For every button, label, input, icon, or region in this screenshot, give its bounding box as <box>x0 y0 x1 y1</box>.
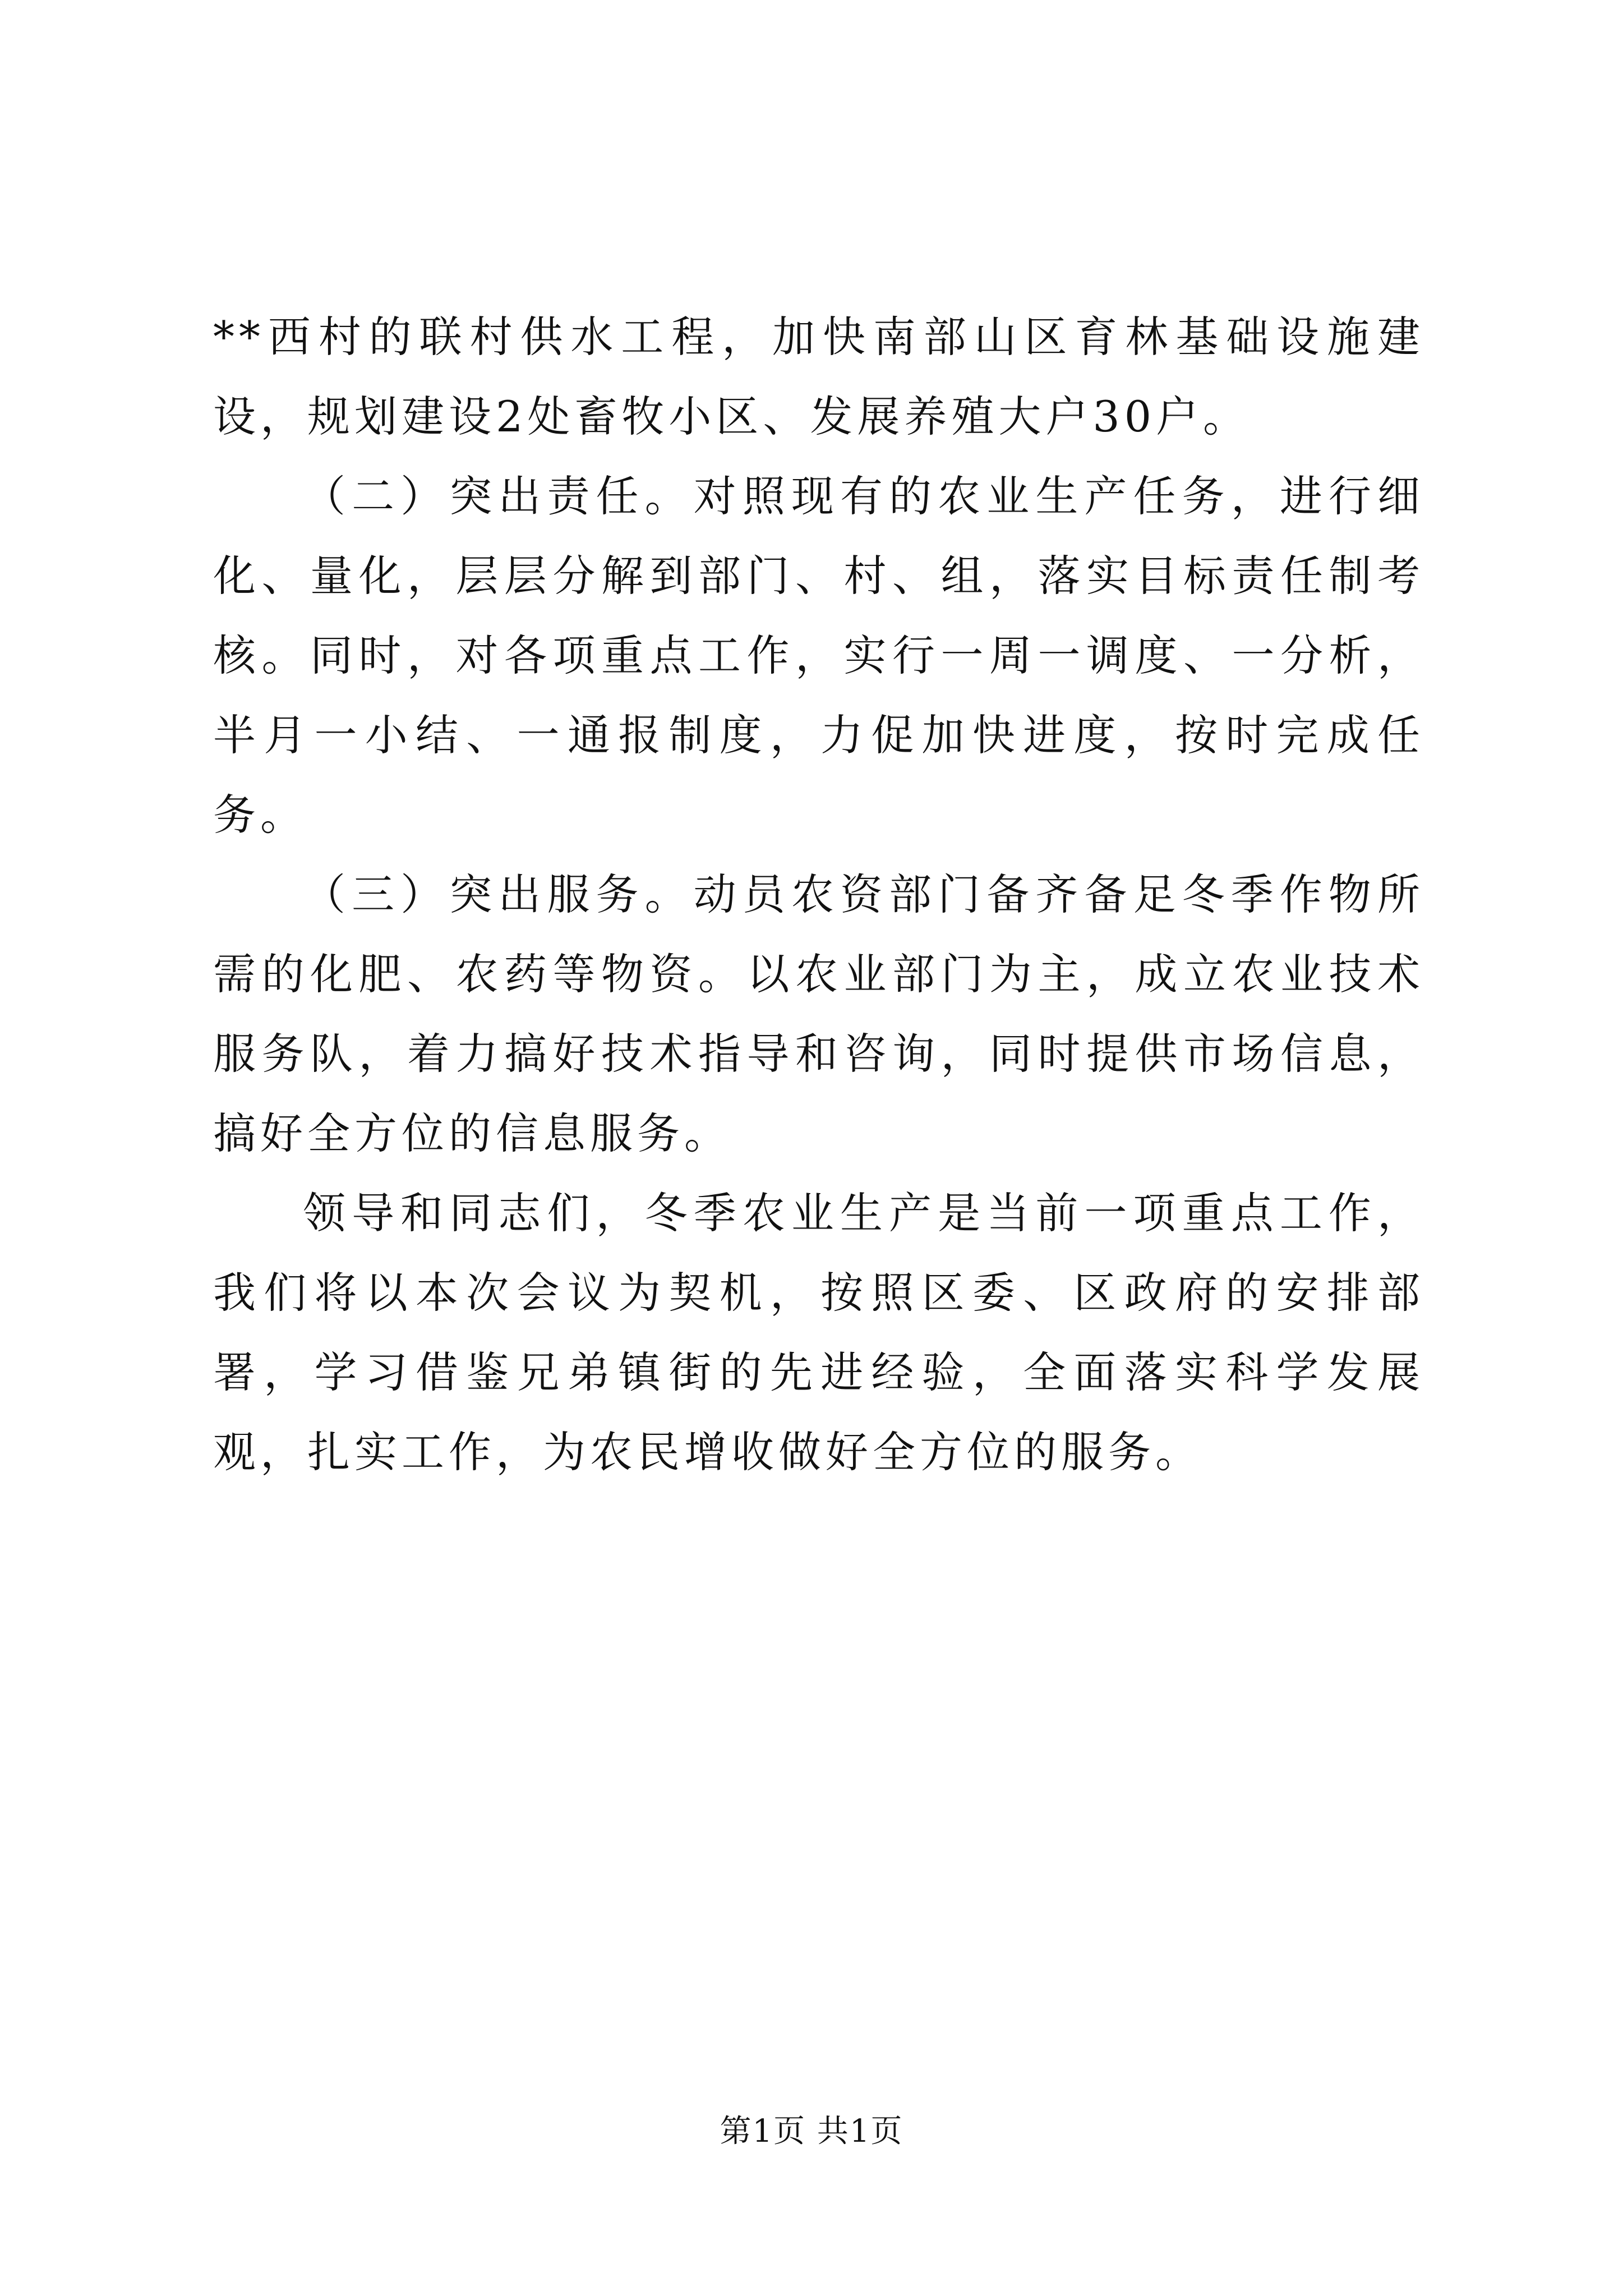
paragraph-service: （三）突出服务。动员农资部门备齐备足冬季作物所需的化肥、农药等物资。以农业部门为主，成立农业技术服务队，着力搞好技术指导和咨询，同时提供市场信息，搞好全方位的信息服务。 <box>213 869 1424 1158</box>
paragraph-responsibility: （二）突出责任。对照现有的农业生产任务，进行细化、量化，层层分解到部门、村、组，落实目标责任制考核。同时，对各项重点工作，实行一周一调度、一分析，半月一小结、一通报制度，力促加快进度，按时完成任务。 <box>213 471 1424 840</box>
paragraph-continuation: **西村的联村供水工程，加快南部山区育林基础设施建设，规划建设2处畜牧小区、发展养殖大户30户。 <box>213 312 1424 441</box>
document-body <box>213 297 1424 1492</box>
page-number-footer: 第1页 共1页 <box>720 2113 903 2150</box>
paragraph-closing: 领导和同志们，冬季农业生产是当前一项重点工作，我们将以本次会议为契机，按照区委、区政府的安排部署，学习借鉴兄弟镇街的先进经验，全面落实科学发展观，扎实工作，为农民增收做好全方位的服务。 <box>213 1188 1424 1477</box>
